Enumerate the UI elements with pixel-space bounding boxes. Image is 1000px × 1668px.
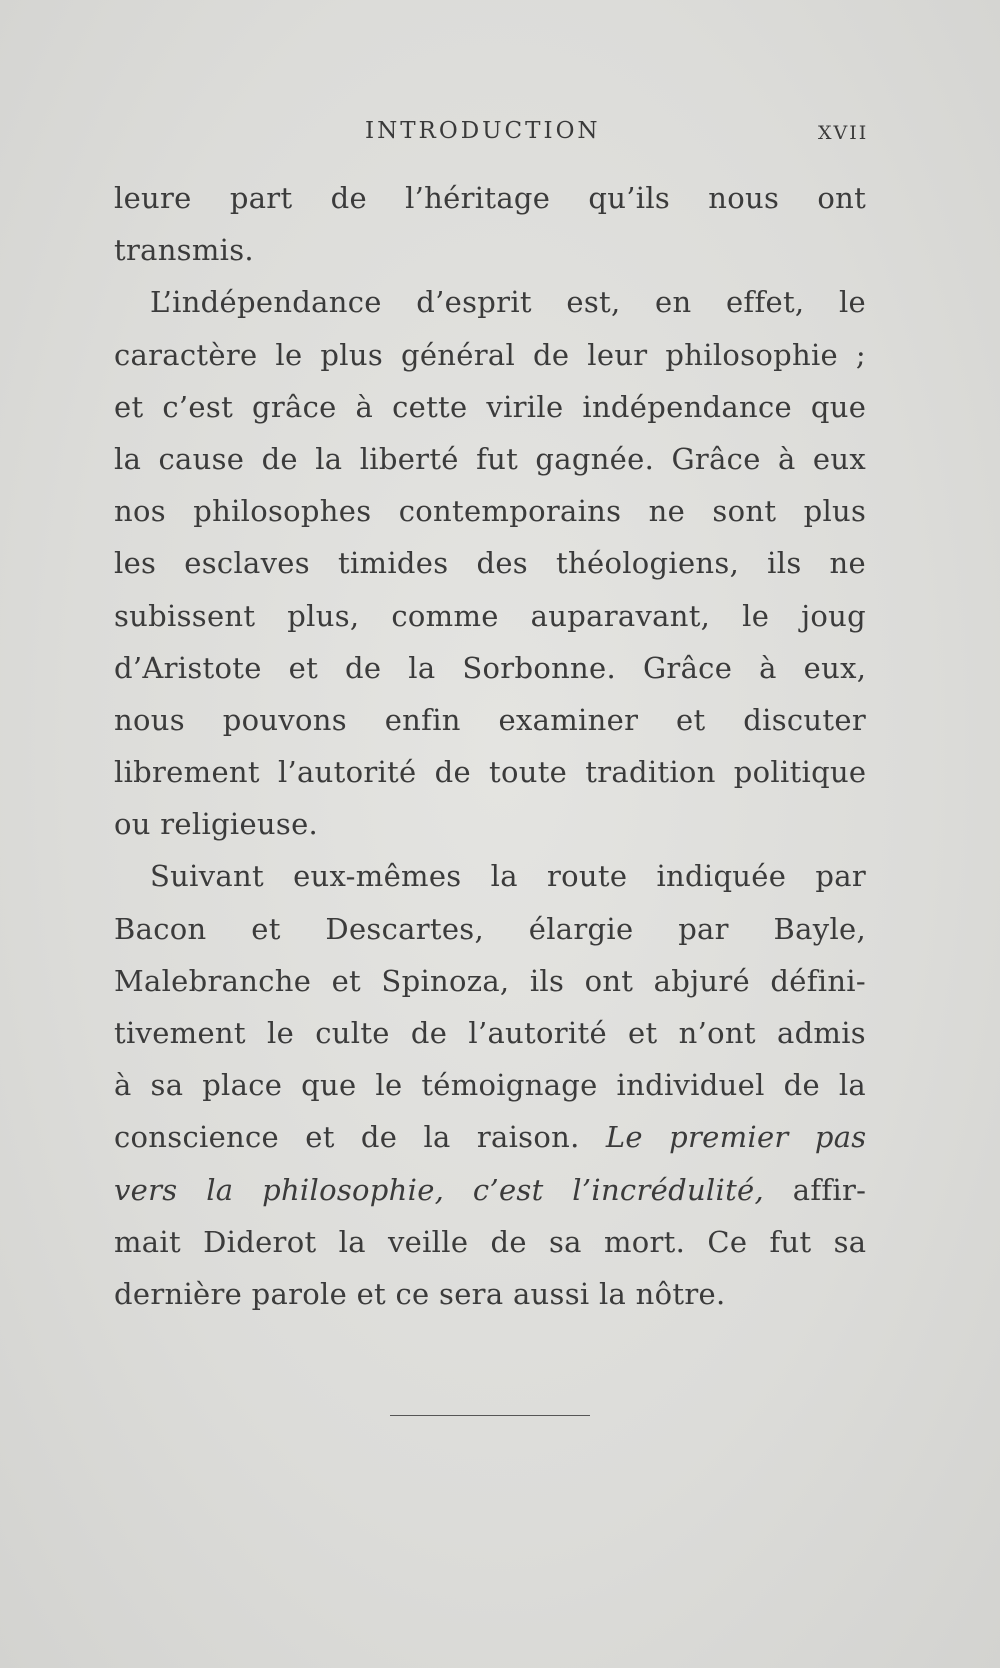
text-segment: affir-	[792, 1172, 867, 1207]
quote-italic: vers la philosophie, c’est l’incrédulité,	[114, 1172, 765, 1207]
text-line: dernière parole et ce sera aussi la nôtre.	[114, 1276, 726, 1311]
text-segment: conscience et de la raison.	[114, 1120, 580, 1155]
text-line: transmis.	[114, 233, 254, 268]
section-end-rule	[390, 1415, 590, 1416]
text-line: Bacon et Descartes, élargie par Bayle,	[114, 911, 866, 946]
text-line: librement l’autorité de toute tradition politique	[114, 755, 867, 790]
text-line: les esclaves timides des théologiens, ils ne	[114, 546, 866, 581]
text-line: nous pouvons enfin examiner et discuter	[114, 702, 866, 737]
text-line: ou religieuse.	[114, 807, 319, 842]
text-line: Malebranche et Spinoza, ils ont abjuré défini-	[114, 963, 866, 998]
text-line: à sa place que le témoignage individuel de la	[114, 1068, 866, 1103]
text-line	[114, 1164, 866, 1216]
text-line: leure part de l’héritage qu’ils nous ont	[114, 181, 867, 215]
text-line: la cause de la liberté fut gagnée. Grâce à eux	[114, 441, 866, 476]
running-head	[0, 118, 1000, 158]
text-line: et c’est grâce à cette virile indépendance que	[114, 389, 867, 424]
text-line: tivement le culte de l’autorité et n’ont admis	[114, 1016, 866, 1050]
text-line: nos philosophes contemporains ne sont plus	[114, 494, 867, 529]
quote-italic: Le premier pas	[605, 1120, 867, 1155]
text-line: mait Diderot la veille de sa mort. Ce fut sa	[114, 1224, 867, 1259]
paragraph-start-line: Suivant eux-mêmes la route indiquée par	[150, 859, 866, 894]
text-line: subissent plus, comme auparavant, le joug	[114, 598, 866, 633]
text-line: d’Aristote et de la Sorbonne. Grâce à eux,	[114, 650, 867, 685]
paragraph-start-line: L’indépendance d’esprit est, en effet, le	[150, 285, 866, 320]
running-title: INTRODUCTION	[365, 118, 601, 144]
page-number: XVII	[818, 122, 869, 144]
text-line: caractère le plus général de leur philosophie ;	[114, 337, 866, 372]
body-text	[114, 172, 866, 1320]
text-line	[114, 1111, 866, 1163]
